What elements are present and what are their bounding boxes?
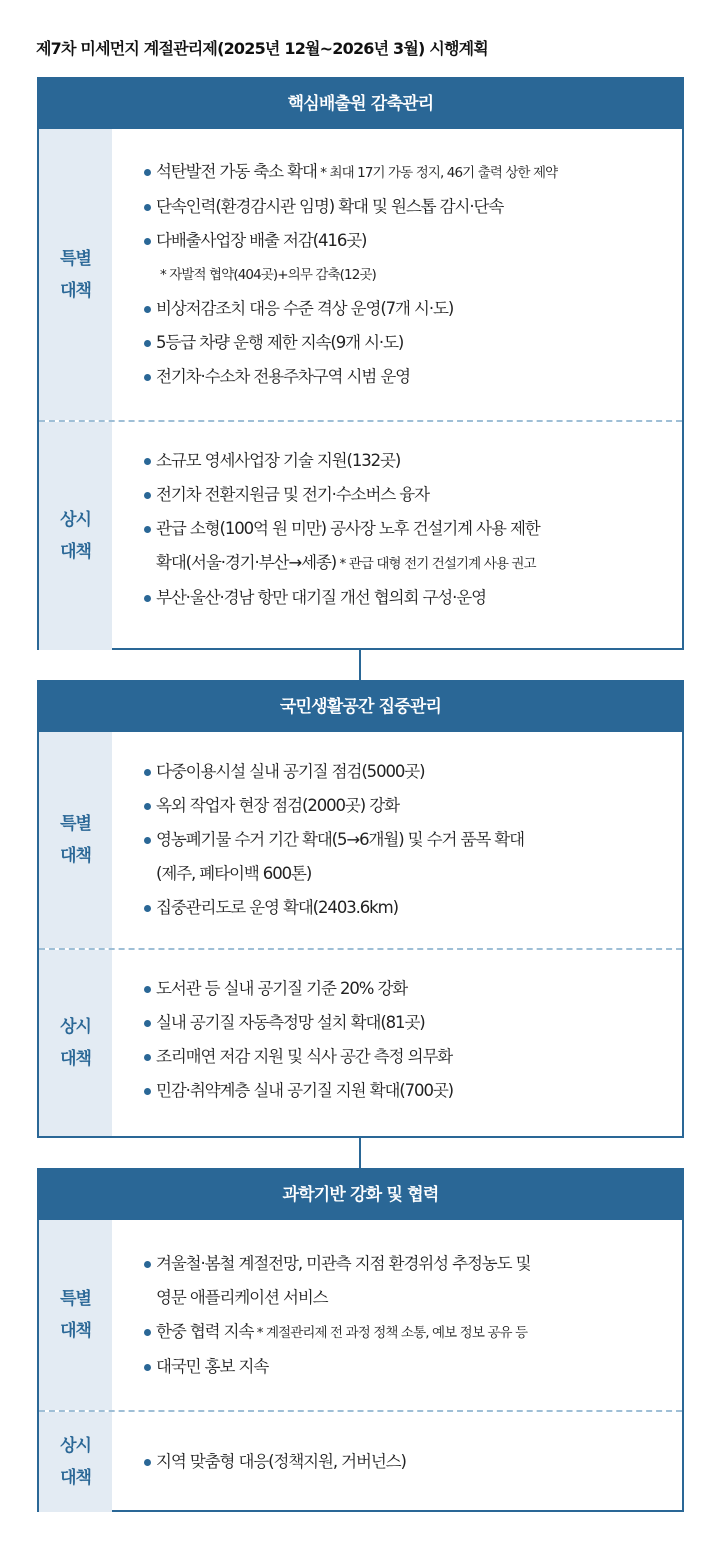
special-measures-list (112, 732, 682, 948)
list-item: 도서관 등 실내 공기질 기준 20% 강화 (144, 972, 682, 1006)
list-item-continuation: 확대(서울·경기·부산→세종) * 관급 대형 전기 건설기계 사용 권고 (156, 553, 536, 572)
section-science-cooperation (37, 1168, 684, 1512)
section-header: 과학기반 강화 및 협력 (39, 1170, 682, 1220)
special-measures-list (112, 1220, 682, 1410)
label-line: 대책 (60, 280, 91, 301)
list-item: 단속인력(환경감시관 임명) 확대 및 원스톱 감시·단속 (144, 190, 682, 224)
label-line: 대책 (60, 1049, 91, 1069)
regular-measures-label (39, 950, 112, 1136)
regular-measures-label (39, 1412, 112, 1512)
special-measures-list (112, 129, 682, 420)
label-line: 상시 (60, 1017, 91, 1037)
label-line: 특별 (60, 1289, 91, 1309)
regular-measures-row (39, 948, 682, 1136)
list-item: 실내 공기질 자동측정망 설치 확대(81곳) (144, 1006, 682, 1040)
list-item: 다배출사업장 배출 저감(416곳) (144, 224, 682, 258)
label-line: 대책 (60, 1321, 91, 1341)
connector-line (359, 1138, 361, 1168)
special-measures-row (39, 732, 682, 948)
label-line: 대책 (60, 1468, 91, 1488)
list-item: 영농폐기물 수거 기간 확대(5→6개월) 및 수거 품목 확대 (144, 823, 682, 857)
section-header: 핵심배출원 감축관리 (39, 79, 682, 129)
connector-line (359, 650, 361, 680)
label-line: 특별 (60, 248, 91, 269)
list-item: 겨울철·봄철 계절전망, 미관측 지점 환경위성 추정농도 및 (144, 1247, 682, 1281)
special-measures-label (39, 1220, 112, 1410)
list-item: 소규모 영세사업장 기술 지원(132곳) (144, 444, 682, 478)
list-item: 대국민 홍보 지속 (144, 1350, 682, 1384)
list-item: 석탄발전 가동 축소 확대 * 최대 17기 가동 정지, 46기 출력 상한 제약 (144, 155, 682, 190)
label-line: 대책 (60, 542, 91, 562)
page-title: 제7차 미세먼지 계절관리제(2025년 12월~2026년 3월) 시행계획 (36, 39, 488, 58)
list-subnote: * 자발적 협약(404곳)+의무 감축(12곳) (160, 267, 376, 283)
list-item: 부산·울산·경남 항만 대기질 개선 협의회 구성·운영 (144, 581, 682, 615)
regular-measures-list (112, 1412, 682, 1512)
special-measures-row (39, 1220, 682, 1410)
special-measures-label (39, 732, 112, 948)
regular-measures-row (39, 420, 682, 650)
list-item-continuation: (제주, 폐타이백 600톤) (156, 864, 312, 883)
label-line: 대책 (60, 846, 91, 866)
list-item: 5등급 차량 운행 제한 지속(9개 시·도) (144, 326, 682, 360)
list-item: 지역 맞춤형 대응(정책지원, 거버넌스) (144, 1445, 682, 1479)
list-item: 집중관리도로 운영 확대(2403.6km) (144, 891, 682, 925)
section-header: 국민생활공간 집중관리 (39, 682, 682, 732)
label-line: 상시 (60, 510, 91, 530)
list-item: 다중이용시설 실내 공기질 점검(5000곳) (144, 755, 682, 789)
list-item-continuation: 영문 애플리케이션 서비스 (156, 1287, 328, 1307)
list-item: 옥외 작업자 현장 점검(2000곳) 강화 (144, 789, 682, 823)
list-item: 관급 소형(100억 원 미만) 공사장 노후 건설기계 사용 제한 (144, 512, 682, 546)
list-item: 전기차·수소차 전용주차구역 시범 운영 (144, 360, 682, 394)
list-item: 민감·취약계층 실내 공기질 지원 확대(700곳) (144, 1074, 682, 1108)
list-item: 전기차 전환지원금 및 전기·수소버스 융자 (144, 478, 682, 512)
section-living-space (37, 680, 684, 1138)
regular-measures-list (112, 422, 682, 650)
regular-measures-label (39, 422, 112, 650)
list-item: 한중 협력 지속 * 계절관리제 전 과정 정책 소통, 예보 정보 공유 등 (144, 1315, 682, 1350)
label-line: 상시 (60, 1436, 91, 1456)
list-item: 조리매연 저감 지원 및 식사 공간 측정 의무화 (144, 1040, 682, 1074)
special-measures-label (39, 129, 112, 420)
regular-measures-list (112, 950, 682, 1136)
section-core-emission (37, 77, 684, 650)
list-item: 비상저감조치 대응 수준 격상 운영(7개 시·도) (144, 292, 682, 326)
special-measures-row (39, 129, 682, 420)
regular-measures-row (39, 1410, 682, 1512)
label-line: 특별 (60, 814, 91, 834)
